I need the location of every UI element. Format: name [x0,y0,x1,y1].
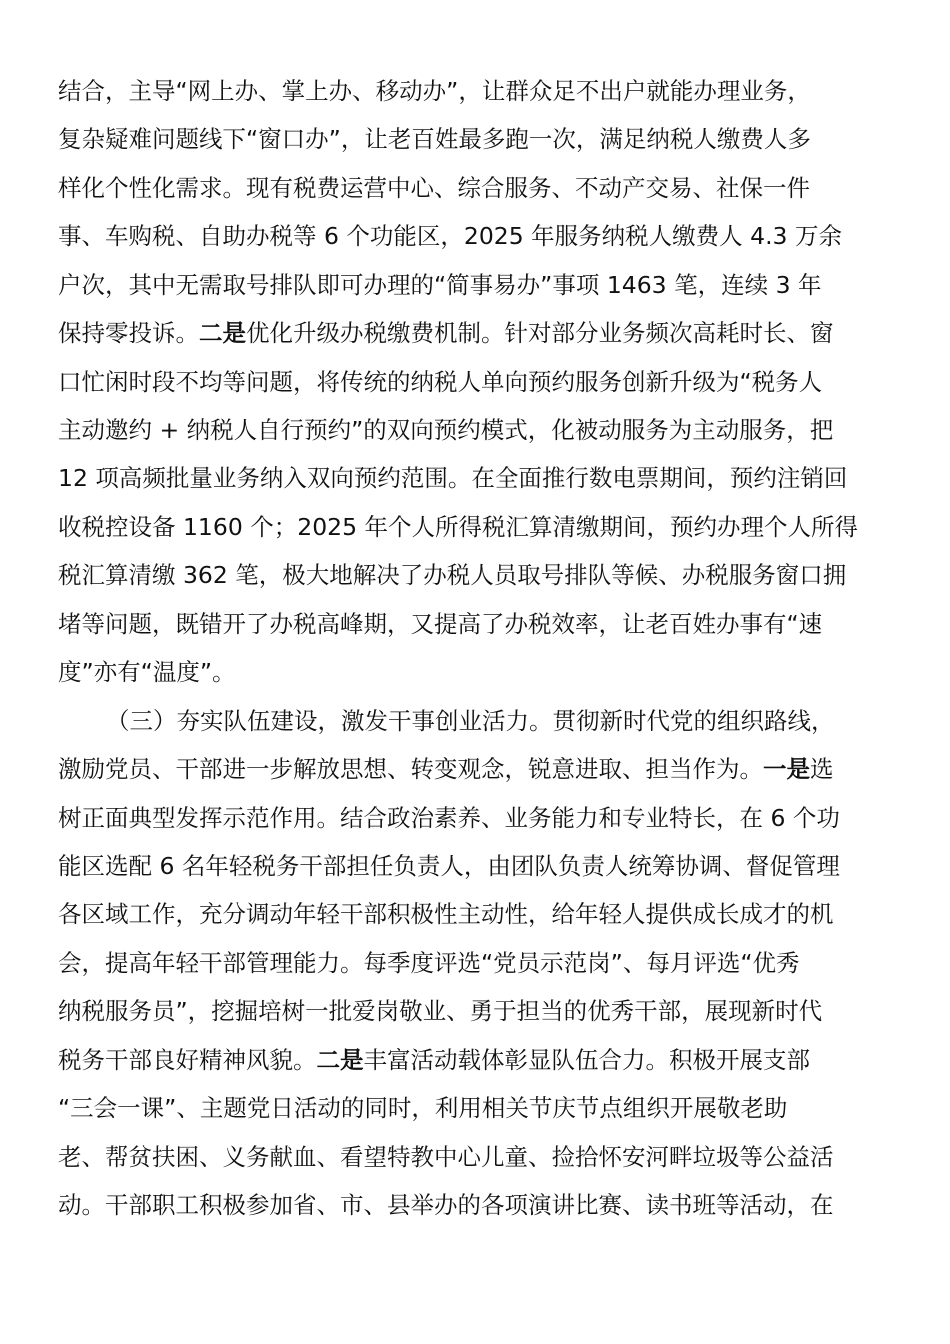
text-run: “三会一课”、主题党日活动的同时，利用相关节庆节点组织开展敬老助 [58,1094,788,1122]
text-run: 税汇算清缴 362 笔，极大地解决了办税人员取号排队等候、办税服务窗口拥 [58,561,847,589]
text-run: 12 项高频批量业务纳入双向预约范围。在全面推行数电票期间，预约注销回 [58,464,848,492]
text-run: 丰富活动载体彰显队伍合力。积极开展支部 [363,1046,810,1074]
text-run: 激励党员、干部进一步解放思想、转变观念，锐意进取、担当作为。 [58,755,763,783]
text-run: 各区域工作，充分调动年轻干部积极性主动性，给年轻人提供成长成才的机 [58,900,834,928]
text-line [58,1142,892,1172]
text-run: 纳税服务员”，挖掘培树一批爱岗敬业、勇于担当的优秀干部，展现新时代 [58,997,823,1025]
text-run: 税务干部良好精神风貌。 [58,1046,317,1074]
text-line [58,1093,892,1123]
text-run: 样化个性化需求。现有税费运营中心、综合服务、不动产交易、社保一件 [58,174,810,202]
text-line [58,512,892,542]
text-run: 老、帮贫扶困、义务献血、看望特教中心儿童、捡拾怀安河畔垃圾等公益活 [58,1143,834,1171]
text-line [58,270,892,300]
text-line [58,367,892,397]
bold-keyword: 一是 [763,755,810,783]
text-line [58,948,892,978]
text-line [58,899,892,929]
text-run: 收税控设备 1160 个；2025 年个人所得税汇算清缴期间，预约办理个人所得 [58,513,859,541]
text-line [58,851,892,881]
text-run: 度”亦有“温度”。 [58,658,236,686]
text-line [58,803,892,833]
text-line [58,657,892,687]
text-run: 会，提高年轻干部管理能力。每季度评选“党员示范岗”、每月评选“优秀 [58,949,800,977]
text-run: 事、车购税、自助办税等 6 个功能区，2025 年服务纳税人缴费人 4.3 万余 [58,222,842,250]
text-run: 户次，其中无需取号排队即可办理的“简事易办”事项 1463 笔，连续 3 年 [58,271,822,299]
bold-keyword: 二是 [199,319,246,347]
text-run: 口忙闲时段不均等问题，将传统的纳税人单向预约服务创新升级为“税务人 [58,368,823,396]
text-run: 选 [810,755,834,783]
text-line [58,560,892,590]
text-run: 堵等问题，既错开了办税高峰期，又提高了办税效率，让老百姓办事有“速 [58,610,823,638]
text-run: 优化升级办税缴费机制。针对部分业务频次高耗时长、窗 [246,319,834,347]
text-line [58,173,892,203]
text-line [58,221,892,251]
bold-keyword: 二是 [316,1046,364,1074]
text-line [58,463,892,493]
text-run: 能区选配 6 名年轻税务干部担任负责人，由团队负责人统筹协调、督促管理 [58,852,840,880]
section-heading-line [106,706,892,736]
text-run: 树正面典型发挥示范作用。结合政治素养、业务能力和专业特长，在 6 个功 [58,804,840,832]
text-run: 动。干部职工积极参加省、市、县举办的各项演讲比赛、读书班等活动，在 [58,1191,834,1219]
text-line [58,1045,892,1075]
text-run: 主动邀约 + 纳税人自行预约”的双向预约模式，化被动服务为主动服务，把 [58,416,834,444]
text-line [58,318,892,348]
text-line [58,996,892,1026]
text-line [58,124,892,154]
text-run: 结合，主导“网上办、掌上办、移动办”，让群众足不出户就能办理业务， [58,77,811,105]
text-run: （三）夯实队伍建设，激发干事创业活力。贯彻新时代党的组织路线， [106,707,835,735]
text-line [58,1190,892,1220]
text-run: 复杂疑难问题线下“窗口办”，让老百姓最多跑一次，满足纳税人缴费人多 [58,125,811,153]
text-run: 保持零投诉。 [58,319,199,347]
text-line [58,609,892,639]
text-line [58,415,892,445]
text-line [58,754,892,784]
text-line [58,76,892,106]
